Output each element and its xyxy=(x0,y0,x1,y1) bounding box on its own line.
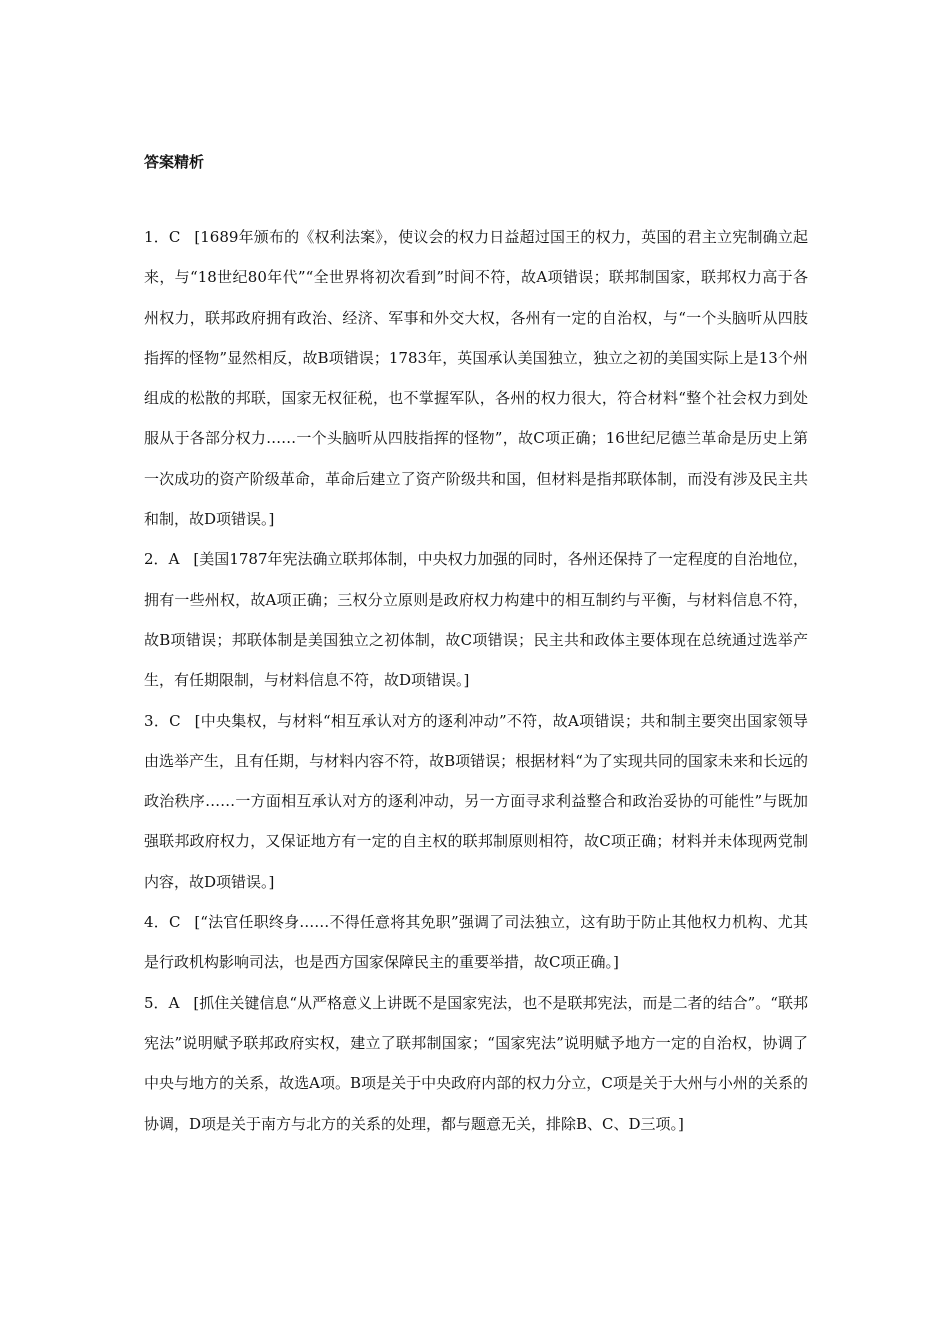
answer-explanation: [抓住关键信息“从严格意义上讲既不是国家宪法，也不是联邦宪法，而是二者的结合”。“联邦宪法”说明赋予联邦政府实权，建立了联邦制国家；“国家宪法”说明赋予地方一定的自治权，协调了中央与地方的关系，故选A项。B项是关于中央政府内部的权力分立，C项是关于大州与小州的关系的协调，D项是关于南方与北方的关系的处理，都与题意无关，排除B、C、D三项。] xyxy=(144,993,808,1133)
answer-number: 2． xyxy=(144,550,169,569)
answer-choice: C xyxy=(169,711,181,730)
answer-item-5 xyxy=(144,983,808,1144)
answer-choice: C xyxy=(168,228,181,246)
page-title: 答案精析 xyxy=(144,153,205,171)
answer-choice: A xyxy=(168,550,180,569)
answer-explanation: [美国1787年宪法确立联邦体制，中央权力加强的同时，各州还保持了一定程度的自治地位，拥有一些州权，故A项正确；三权分立原则是政府权力构建中的相互制约与平衡，与材料信息不符，故B项错误；邦联体制是美国独立之初体制，故C项错误；民主共和政体主要体现在总统通过选举产生，有任期限制，与材料信息不符，故D项错误。] xyxy=(144,550,809,690)
answer-choice: C xyxy=(168,913,181,932)
answer-choice: A xyxy=(168,993,180,1012)
answer-number: 5． xyxy=(144,993,169,1012)
answer-item-4 xyxy=(144,902,808,983)
answer-number: 1． xyxy=(144,228,169,246)
answer-item-1 xyxy=(144,217,808,539)
answer-explanation: [1689年颁布的《权利法案》，使议会的权力日益超过国王的权力，英国的君主立宪制确立起来，与“18世纪80年代”“全世界将初次看到”时间不符，故A项错误；联邦制国家，联邦权力高于各州权力，联邦政府拥有政治、经济、军事和外交大权，各州有一定的自治权，与“一个头脑听从四肢指挥的怪物”显然相反，故B项错误；1783年，英国承认美国独立，独立之初的美国实际上是13个州组成的松散的邦联，国家无权征税，也不掌握军队，各州的权力很大，符合材料“整个社会权力到处服从于各部分权力……一个头脑听从四肢指挥的怪物”，故C项正确；16世纪尼德兰革命是历史上第一次成功的资产阶级革命，革命后建立了资产阶级共和国，但材料是指邦联体制，而没有涉及民主共和制，故D项错误。] xyxy=(144,228,809,529)
answer-item-2 xyxy=(144,539,808,700)
answer-explanation: [“法官任职终身……不得任意将其免职”强调了司法独立，这有助于防止其他权力机构、尤其是行政机构影响司法，也是西方国家保障民主的重要举措，故C项正确。] xyxy=(144,913,809,972)
answer-number: 3． xyxy=(144,711,170,730)
answer-document xyxy=(144,150,808,1144)
answer-explanation: [中央集权，与材料“相互承认对方的逐利冲动”不符，故A项错误；共和制主要突出国家领导由选举产生，且有任期，与材料内容不符，故B项错误；根据材料“为了实现共同的国家未来和长远的政治秩序……一方面相互承认对方的逐利冲动，另一方面寻求利益整合和政治妥协的可能性”与既加强联邦政府权力，又保证地方有一定的自主权的联邦制原则相符，故C项正确；材料并未体现两党制内容，故D项错误。] xyxy=(144,711,809,891)
answer-number: 4． xyxy=(144,913,169,932)
answer-item-3 xyxy=(144,701,808,902)
